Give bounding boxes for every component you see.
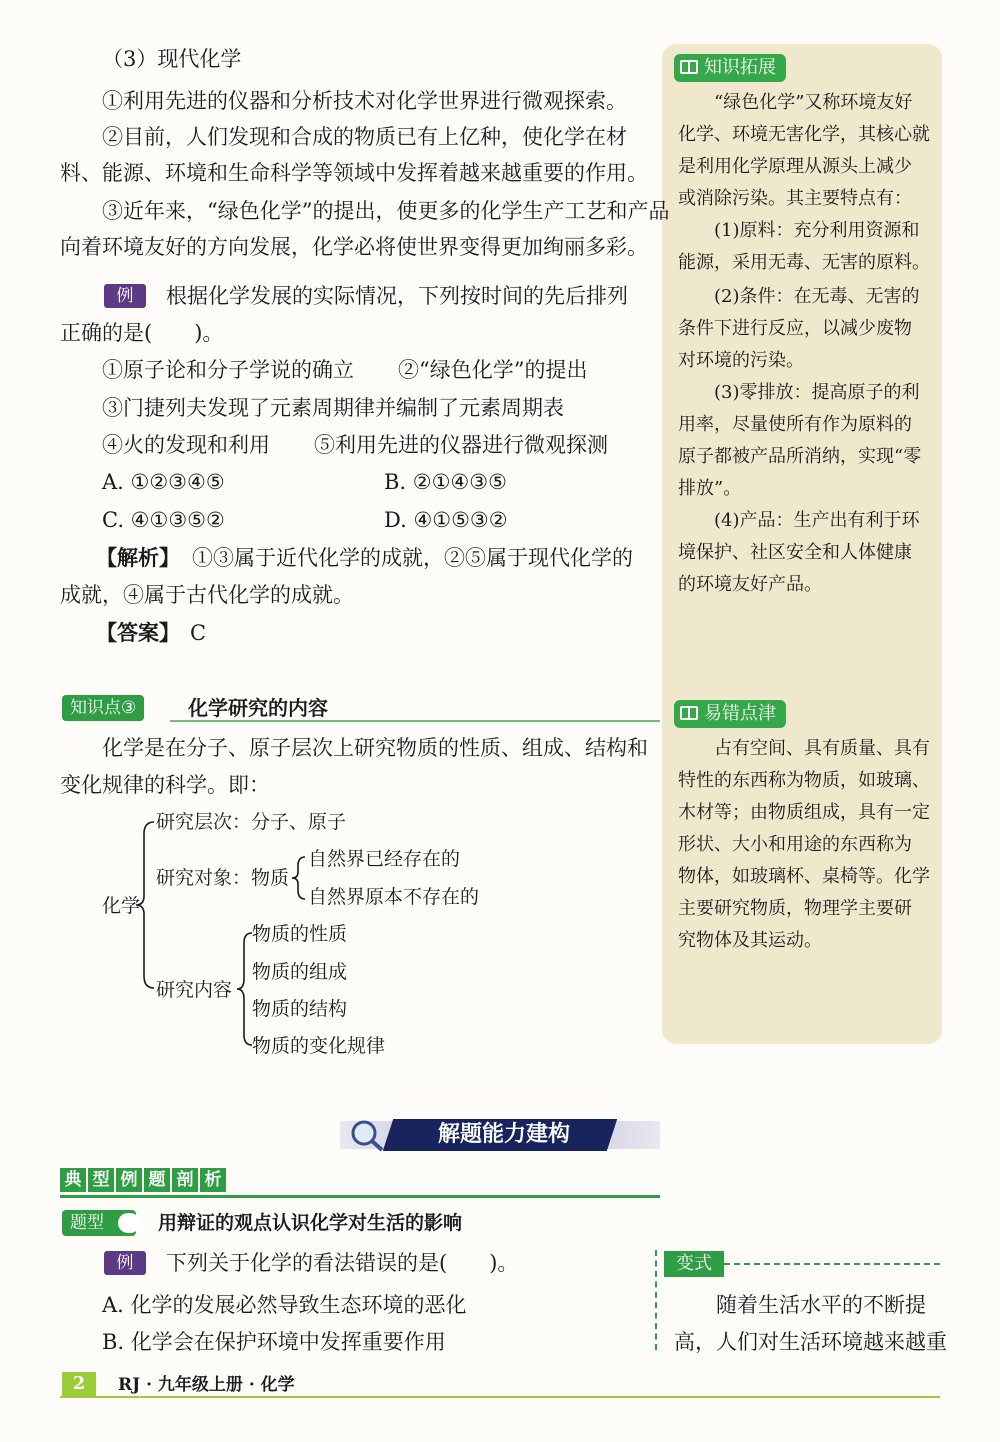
paragraph-line: 化学是在分子、原子层次上研究物质的性质、组成、结构和 [102, 736, 648, 760]
option-a: A. 化学的发展必然导致生态环境的恶化 [102, 1293, 467, 1317]
book-icon [680, 706, 698, 720]
paragraph-line: 向着环境友好的方向发展，化学必将使世界变得更加绚丽多彩。 [60, 235, 648, 259]
analysis-text: 成就，④属于古代化学的成就。 [60, 583, 354, 607]
sidebar-text: 的环境友好产品。 [678, 574, 822, 595]
tree-node-content: 研究内容 [156, 979, 233, 1001]
error-tips-tag: 易错点津 [674, 700, 786, 728]
tree-leaf: 物质的变化规律 [252, 1035, 386, 1057]
example-item: ④火的发现和利用 [102, 433, 270, 457]
sidebar-text: 或消除污染。其主要特点有： [678, 188, 912, 209]
divider [724, 1263, 940, 1265]
analysis-text: ①③属于近代化学的成就，②⑤属于现代化学的 [192, 546, 633, 570]
tree-leaf: 物质的性质 [252, 923, 348, 945]
example-item: ⑤利用先进的仪器进行微观探测 [314, 433, 608, 457]
sidebar-text: 究物体及其运动。 [678, 930, 822, 951]
example-question: 下列关于化学的看法错误的是( )。 [166, 1251, 519, 1275]
answer-value: C [190, 621, 207, 645]
sidebar-text: 是利用化学原理从源头上减少 [678, 156, 912, 177]
book-icon [680, 60, 698, 74]
tree-leaf: 自然界原本不存在的 [308, 886, 480, 908]
divider [655, 1250, 657, 1350]
question-type-title: 用辩证的观点认识化学对生活的影响 [158, 1212, 463, 1234]
sidebar-text: 排放”。 [678, 478, 742, 499]
footer-text: RJ · 九年级上册 · 化学 [118, 1375, 295, 1395]
sidebar-text: (4)产品：生产出有利于环 [714, 510, 920, 531]
page-number: 2 [62, 1372, 96, 1396]
sidebar-text: (1)原料：充分利用资源和 [714, 220, 920, 241]
example-item: ①原子论和分子学说的确立 [102, 358, 354, 382]
knowledge-point-tag: 知识点③ [62, 695, 144, 721]
magnifier-icon [346, 1117, 386, 1153]
knowledge-point-title: 化学研究的内容 [188, 696, 328, 720]
option-b: B. 化学会在保护环境中发挥重要作用 [102, 1330, 446, 1354]
sidebar-text: 境保护、社区安全和人体健康 [678, 542, 912, 563]
sidebar-text: 形状、大小和用途的东西称为 [678, 834, 912, 855]
question-type-badge [118, 1213, 140, 1233]
example-tag: 例 [104, 284, 146, 308]
example-item: ②“绿色化学”的提出 [398, 358, 588, 382]
option-d: D. ④①⑤③② [384, 508, 508, 532]
knowledge-extension-tag: 知识拓展 [674, 54, 786, 82]
option-c: C. ④①③⑤② [102, 508, 225, 532]
example-question: 正确的是( )。 [60, 321, 224, 345]
sidebar-text: 木材等；由物质组成，具有一定 [678, 802, 930, 823]
section-banner-title: 解题能力建构 [437, 1122, 570, 1147]
analysis-label: 【解析】 [96, 546, 180, 570]
divider [170, 720, 660, 722]
tree-node-object: 研究对象：物质 [156, 867, 290, 889]
footer-divider [60, 1396, 940, 1398]
paragraph-line: ②目前，人们发现和合成的物质已有上亿种，使化学在材 [102, 125, 627, 149]
tree-leaf: 自然界已经存在的 [308, 848, 461, 870]
sidebar-text: (2)条件：在无毒、无害的 [714, 286, 920, 307]
sidebar-text: 对环境的污染。 [678, 350, 804, 371]
paragraph-line: 变化规律的科学。即： [60, 773, 270, 797]
paragraph-line: ①利用先进的仪器和分析技术对化学世界进行微观探索。 [102, 89, 627, 113]
sidebar-text: (3)零排放：提高原子的利 [714, 382, 920, 403]
divider [60, 1195, 660, 1198]
tree-root: 化学 [102, 895, 141, 917]
typical-examples-header: 典 型 例 题 剖 析 [60, 1168, 228, 1194]
option-a: A. ①②③④⑤ [102, 470, 225, 494]
variant-text: 随着生活水平的不断提 [716, 1293, 926, 1317]
sidebar-text: 用率，尽量使所有作为原料的 [678, 414, 912, 435]
answer-label: 【答案】 [96, 621, 180, 645]
sidebar-text: 主要研究物质，物理学主要研 [678, 898, 912, 919]
sidebar-text: 特性的东西称为物质，如玻璃、 [678, 770, 930, 791]
option-b: B. ②①④③⑤ [384, 470, 507, 494]
sidebar-text: 能源，采用无毒、无害的原料。 [678, 252, 930, 273]
tree-leaf: 物质的结构 [252, 998, 348, 1020]
variant-text: 高，人们对生活环境越来越重 [674, 1330, 947, 1354]
sidebar-text: 化学、环境无害化学，其核心就 [678, 124, 930, 145]
paragraph-line: 料、能源、环境和生命科学等领域中发挥着越来越重要的作用。 [60, 161, 648, 185]
sidebar-text: 条件下进行反应，以减少废物 [678, 318, 912, 339]
example-question: 根据化学发展的实际情况，下列按时间的先后排列 [166, 284, 628, 308]
section-heading-modern-chemistry: （3）现代化学 [102, 47, 242, 71]
sidebar-text: 占有空间、具有质量、具有 [714, 738, 930, 759]
question-type-tag: 题型 [62, 1210, 136, 1236]
sidebar-text: 物体，如玻璃杯、桌椅等。化学 [678, 866, 930, 887]
sidebar-text: “绿色化学”又称环境友好 [714, 92, 913, 113]
paragraph-line: ③近年来，“绿色化学”的提出，使更多的化学生产工艺和产品 [102, 199, 670, 223]
variant-tag: 变式 [664, 1251, 724, 1277]
example-item: ③门捷列夫发现了元素周期律并编制了元素周期表 [102, 396, 564, 420]
tree-leaf: 物质的组成 [252, 961, 348, 983]
section-banner [340, 1115, 660, 1155]
tree-node-level: 研究层次：分子、原子 [156, 811, 347, 833]
example-tag: 例 [104, 1251, 146, 1275]
sidebar-text: 原子都被产品所消纳，实现“零 [678, 446, 922, 467]
